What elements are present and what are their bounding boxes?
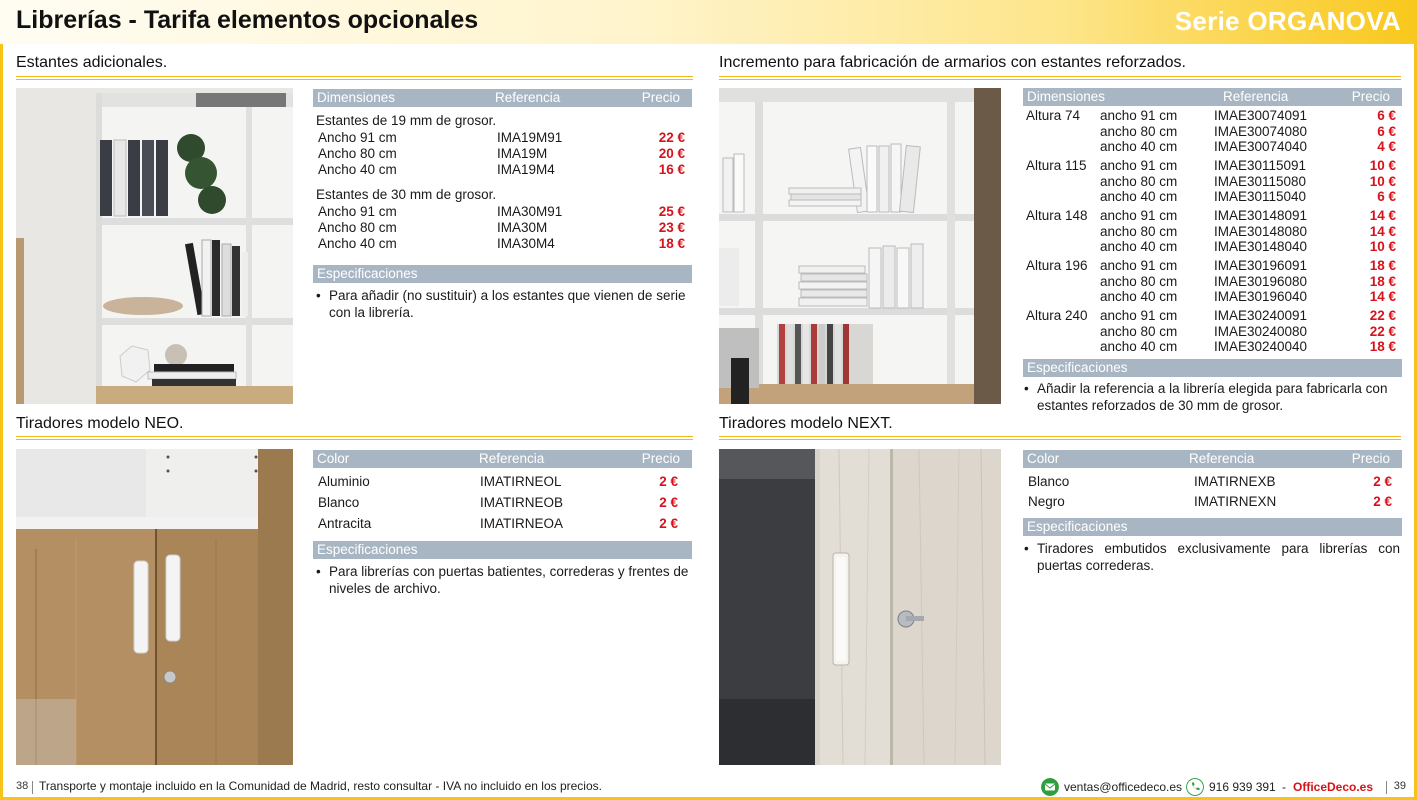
col-header-referencia: Referencia — [479, 451, 545, 466]
col-header-referencia: Referencia — [495, 90, 561, 105]
footer-note: Transporte y montaje incluido en la Comunidad de Madrid, resto consultar - IVA no incluido en los precios. — [39, 779, 602, 793]
cell-precio: 6 € — [1377, 123, 1396, 139]
col-header-referencia: Referencia — [1223, 89, 1289, 104]
cell-precio: 18 € — [1369, 339, 1396, 354]
spec-header — [1023, 518, 1402, 536]
page-header — [0, 0, 1417, 44]
table-row — [1026, 174, 1396, 190]
cell-dimension: Ancho 80 cm — [318, 220, 397, 235]
page-number-left: 38 — [16, 780, 29, 792]
cell-referencia: IMATIRNEXB — [1194, 474, 1276, 489]
section-rule — [719, 76, 1401, 80]
section-rule — [719, 436, 1401, 440]
spec-bullet-text: Añadir la referencia a la librería elegida para fabricarla con estantes reforzados de 30 mm de grosor. — [1037, 381, 1388, 413]
table-row — [1026, 124, 1396, 140]
table-row — [318, 474, 678, 490]
cell-precio: 22 € — [1369, 323, 1396, 339]
cell-dimension: ancho 40 cm — [1100, 189, 1178, 204]
cell-dimension: ancho 40 cm — [1100, 239, 1178, 254]
group-title-19mm: Estantes de 19 mm de grosor. — [316, 113, 497, 128]
page-number-right: 39 — [1393, 780, 1406, 792]
table-row — [1026, 289, 1396, 305]
bullet: • — [1024, 541, 1029, 556]
cell-referencia: IMA19M4 — [497, 162, 555, 177]
spec-header — [313, 265, 692, 283]
cell-dimension: ancho 91 cm — [1100, 208, 1178, 223]
page-title: Librerías - Tarifa elementos opcionales — [16, 6, 479, 34]
group-title-30mm: Estantes de 30 mm de grosor. — [316, 187, 497, 202]
cell-altura: Altura 240 — [1026, 308, 1088, 323]
table-header — [313, 450, 692, 468]
col-header-precio: Precio — [641, 90, 680, 105]
section-rule — [16, 76, 693, 80]
cell-precio: 14 € — [1369, 208, 1396, 223]
cell-referencia: IMA30M4 — [497, 236, 555, 251]
cell-dimension: ancho 40 cm — [1100, 289, 1178, 304]
cell-precio: 22 € — [1369, 308, 1396, 323]
table-row — [1026, 274, 1396, 290]
photo-neo — [16, 449, 293, 765]
spec-header-label: Especificaciones — [1027, 360, 1128, 375]
cell-precio: 10 € — [1369, 239, 1396, 254]
cell-referencia: IMAE30148040 — [1214, 239, 1308, 254]
col-header-color: Color — [1027, 451, 1060, 466]
cell-referencia: IMAE30196080 — [1214, 273, 1308, 289]
cell-referencia: IMAE30240091 — [1214, 308, 1308, 323]
frame-left — [0, 44, 3, 800]
table-header — [1023, 450, 1402, 468]
photo-estantes — [16, 88, 293, 404]
cell-dimension: ancho 91 cm — [1100, 308, 1178, 323]
cell-altura: Altura 148 — [1026, 208, 1088, 223]
cell-precio: 2 € — [1373, 494, 1392, 509]
cell-referencia: IMAE30074040 — [1214, 139, 1308, 154]
footer-separator — [1386, 781, 1387, 794]
cell-dimension: Ancho 80 cm — [318, 146, 397, 161]
cell-precio: 14 € — [1369, 289, 1396, 304]
series-name: Serie ORGANOVA — [1174, 6, 1401, 36]
col-header-referencia: Referencia — [1189, 451, 1255, 466]
cell-color: Blanco — [318, 495, 360, 510]
cell-precio: 2 € — [659, 495, 678, 510]
cell-precio: 6 € — [1377, 189, 1396, 204]
cell-dimension: ancho 40 cm — [1100, 339, 1178, 354]
cell-dimension: ancho 40 cm — [1100, 139, 1178, 154]
cell-precio: 14 € — [1369, 223, 1396, 239]
photo-incremento — [719, 88, 1001, 404]
photo-next — [719, 449, 1001, 765]
table-row — [318, 495, 678, 511]
table-row — [1028, 474, 1392, 490]
cell-precio: 18 € — [658, 236, 685, 251]
cell-precio: 10 € — [1369, 158, 1396, 173]
cell-dimension: ancho 80 cm — [1100, 123, 1178, 139]
table-row — [1026, 258, 1396, 274]
table-row — [1026, 339, 1396, 355]
cell-color: Blanco — [1028, 474, 1070, 489]
cell-dimension: ancho 80 cm — [1100, 223, 1178, 239]
cell-referencia: IMAE30240080 — [1214, 323, 1308, 339]
table-row — [318, 204, 685, 220]
col-header-precio: Precio — [641, 451, 680, 466]
cell-referencia: IMA30M — [497, 220, 548, 235]
spec-bullet-text: Para añadir (no sustituir) a los estantes que vienen de serie con la librería. — [329, 288, 686, 320]
col-header-color: Color — [317, 451, 350, 466]
table-row — [318, 162, 685, 178]
cell-dimension: ancho 91 cm — [1100, 158, 1178, 173]
cell-altura: Altura 115 — [1026, 158, 1087, 173]
table-row — [1026, 208, 1396, 224]
cell-precio: 25 € — [658, 204, 685, 219]
bullet: • — [1024, 381, 1029, 396]
cell-dimension: Ancho 40 cm — [318, 162, 397, 177]
cell-precio: 2 € — [1373, 474, 1392, 489]
table-row — [318, 220, 685, 236]
cell-precio: 10 € — [1369, 173, 1396, 189]
table-row — [318, 146, 685, 162]
contact-phone[interactable]: 916 939 391 — [1209, 780, 1276, 794]
cell-color: Aluminio — [318, 474, 370, 489]
cell-precio: 4 € — [1377, 139, 1396, 154]
cell-referencia: IMATIRNEXN — [1194, 494, 1277, 509]
cell-referencia: IMAE30115080 — [1214, 173, 1307, 189]
table-row — [1026, 224, 1396, 240]
cell-dimension: ancho 91 cm — [1100, 258, 1178, 273]
cell-dimension: Ancho 91 cm — [318, 130, 397, 145]
cell-precio: 18 € — [1369, 258, 1396, 273]
cell-referencia: IMAE30115040 — [1214, 189, 1307, 204]
contact-email[interactable]: ventas@officedeco.es — [1064, 780, 1183, 794]
table-row — [1026, 108, 1396, 124]
cell-referencia: IMAE30148080 — [1214, 223, 1308, 239]
cell-precio: 23 € — [658, 220, 685, 235]
spec-header-label: Especificaciones — [317, 542, 418, 557]
table-row — [318, 516, 678, 532]
table-row — [318, 130, 685, 146]
table-row — [318, 236, 685, 252]
cell-referencia: IMAE30240040 — [1214, 339, 1308, 354]
cell-referencia: IMAE30148091 — [1214, 208, 1308, 223]
spec-header-label: Especificaciones — [317, 266, 418, 281]
cell-referencia: IMATIRNEOA — [480, 516, 564, 531]
cell-dimension: ancho 80 cm — [1100, 323, 1178, 339]
col-header-precio: Precio — [1351, 89, 1390, 104]
footer-dash: - — [1282, 780, 1286, 794]
cell-referencia: IMA30M91 — [497, 204, 563, 219]
cell-referencia: IMAE30074080 — [1214, 123, 1308, 139]
cell-dimension: Ancho 91 cm — [318, 204, 397, 219]
cell-dimension: ancho 80 cm — [1100, 273, 1178, 289]
table-row — [1026, 324, 1396, 340]
bullet: • — [316, 288, 321, 303]
cell-dimension: ancho 80 cm — [1100, 173, 1178, 189]
table-header — [1023, 88, 1402, 106]
cell-altura: Altura 196 — [1026, 258, 1088, 273]
spec-header — [313, 541, 692, 559]
footer-separator — [32, 781, 33, 794]
cell-referencia: IMAE30115091 — [1214, 158, 1307, 173]
table-row — [1026, 308, 1396, 324]
section-title-incremento: Incremento para fabricación de armarios con estantes reforzados. — [719, 54, 1186, 71]
section-title-neo: Tiradores modelo NEO. — [16, 415, 184, 432]
section-rule — [16, 436, 693, 440]
cell-precio: 18 € — [1369, 273, 1396, 289]
cell-referencia: IMATIRNEOL — [480, 474, 562, 489]
col-header-dimensiones: Dimensiones — [1027, 89, 1106, 104]
cell-referencia: IMAE30196040 — [1214, 289, 1308, 304]
cell-precio: 20 € — [658, 146, 685, 161]
cell-precio: 2 € — [659, 474, 678, 489]
cell-referencia: IMA19M91 — [497, 130, 563, 145]
cell-referencia: IMA19M — [497, 146, 548, 161]
cell-referencia: IMAE30196091 — [1214, 258, 1308, 273]
table-row — [1028, 494, 1392, 510]
col-header-precio: Precio — [1351, 451, 1390, 466]
bullet: • — [316, 564, 321, 579]
cell-precio: 6 € — [1377, 108, 1396, 123]
spec-bullet-text: Tiradores embutidos exclusivamente para librerías con puertas correderas. — [1037, 541, 1400, 573]
section-title-next: Tiradores modelo NEXT. — [719, 415, 893, 432]
table-row — [1026, 239, 1396, 255]
cell-referencia: IMAE30074091 — [1214, 108, 1308, 123]
col-header-dimensiones: Dimensiones — [317, 90, 396, 105]
cell-color: Negro — [1028, 494, 1065, 509]
cell-altura: Altura 74 — [1026, 108, 1081, 123]
spec-header-label: Especificaciones — [1027, 519, 1128, 534]
phone-icon — [1186, 778, 1204, 796]
cell-precio: 2 € — [659, 516, 678, 531]
cell-referencia: IMATIRNEOB — [480, 495, 564, 510]
table-row — [1026, 158, 1396, 174]
cell-dimension: Ancho 40 cm — [318, 236, 397, 251]
cell-dimension: ancho 91 cm — [1100, 108, 1178, 123]
email-icon — [1041, 778, 1059, 796]
spec-header — [1023, 359, 1402, 377]
brand-name[interactable]: OfficeDeco.es — [1293, 780, 1374, 794]
table-row — [1026, 189, 1396, 205]
table-row — [1026, 139, 1396, 155]
section-title-estantes: Estantes adicionales. — [16, 54, 168, 71]
spec-bullet-text: Para librerías con puertas batientes, correderas y frentes de niveles de archivo. — [329, 564, 689, 596]
cell-precio: 22 € — [658, 130, 685, 145]
table-header — [313, 89, 692, 107]
cell-color: Antracita — [318, 516, 372, 531]
cell-precio: 16 € — [658, 162, 685, 177]
